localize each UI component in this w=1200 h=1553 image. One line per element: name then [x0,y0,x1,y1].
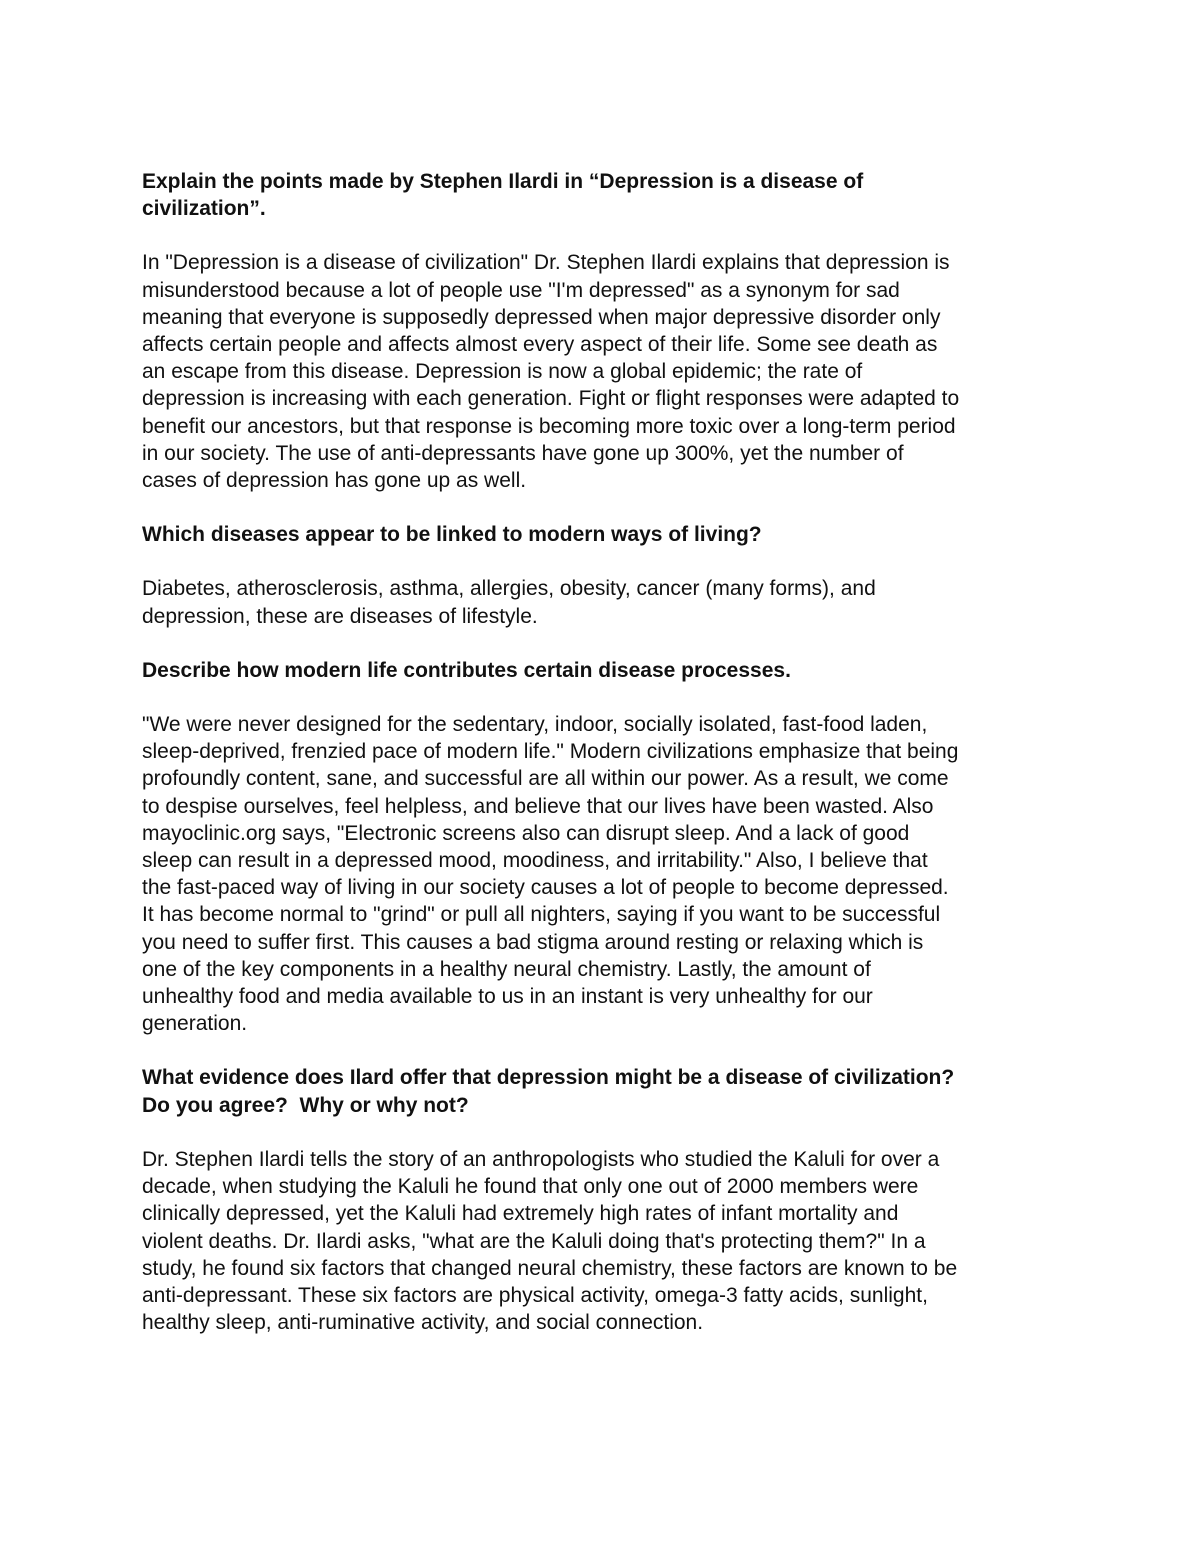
answer-line: Diabetes, atherosclerosis, asthma, allergies, obesity, cancer (many forms), and [142,577,876,601]
answer-line: violent deaths. Dr. Ilardi asks, "what are the Kaluli doing that's protecting them?" In a [142,1229,926,1253]
answer-line: In "Depression is a disease of civilization" Dr. Stephen Ilardi explains that depression is [142,251,950,275]
answer-4 [142,1146,1072,1336]
answer-line: mayoclinic.org says, "Electronic screens also can disrupt sleep. And a lack of good [142,821,910,845]
answer-line: an escape from this disease. Depression is now a global epidemic; the rate of [142,360,863,384]
question-1 [142,168,1072,222]
answer-line: sleep-deprived, frenzied pace of modern life." Modern civilizations emphasize that being [142,740,959,764]
answer-line: depression is increasing with each generation. Fight or flight responses were adapted to [142,387,960,411]
answer-line: unhealthy food and media available to us in an instant is very unhealthy for our [142,985,873,1009]
answer-line: "We were never designed for the sedentary, indoor, socially isolated, fast-food laden, [142,713,928,737]
question-line: What evidence does Ilard offer that depression might be a disease of civilization? [142,1066,955,1090]
answer-line: cases of depression has gone up as well. [142,469,527,493]
document-body [142,168,1072,1363]
question-2 [142,521,1072,548]
answer-line: study, he found six factors that changed neural chemistry, these factors are known to be [142,1256,958,1280]
answer-line: anti-depressant. These six factors are physical activity, omega-3 fatty acids, sunlight, [142,1283,928,1307]
answer-1 [142,249,1072,494]
answer-line: sleep can result in a depressed mood, moodiness, and irritability." Also, I believe that [142,849,928,873]
answer-line: in our society. The use of anti-depressants have gone up 300%, yet the number of [142,441,904,465]
answer-line: misunderstood because a lot of people use "I'm depressed" as a synonym for sad [142,278,900,302]
answer-line: affects certain people and affects almost every aspect of their life. Some see death as [142,333,938,357]
answer-3 [142,711,1072,1037]
answer-line: the fast-paced way of living in our society causes a lot of people to become depressed. [142,876,949,900]
answer-line: healthy sleep, anti-ruminative activity, and social connection. [142,1311,704,1335]
answer-line: generation. [142,1012,248,1036]
question-4 [142,1064,1072,1118]
question-line: Explain the points made by Stephen Ilardi in “Depression is a disease of [142,170,864,193]
question-line: Which diseases appear to be linked to modern ways of living? [142,523,762,547]
answer-line: profoundly content, sane, and successful are all within our power. As a result, we come [142,767,949,791]
question-line: civilization”. [142,197,266,221]
answer-line: decade, when studying the Kaluli he found that only one out of 2000 members were [142,1175,919,1199]
answer-line: Dr. Stephen Ilardi tells the story of an anthropologists who studied the Kaluli for over a [142,1147,940,1171]
question-3 [142,657,1072,684]
answer-line: to despise ourselves, feel helpless, and believe that our lives have been wasted. Also [142,794,934,818]
answer-line: you need to suffer first. This causes a bad stigma around resting or relaxing which is [142,930,924,954]
answer-2 [142,575,1072,629]
answer-line: clinically depressed, yet the Kaluli had extremely high rates of infant mortality and [142,1202,899,1226]
answer-line: It has become normal to "grind" or pull all nighters, saying if you want to be successful [142,903,941,927]
answer-line: depression, these are diseases of lifestyle. [142,604,538,628]
answer-line: meaning that everyone is supposedly depressed when major depressive disorder only [142,305,941,329]
question-line: Describe how modern life contributes certain disease processes. [142,658,791,682]
answer-line: benefit our ancestors, but that response is becoming more toxic over a long-term period [142,414,956,438]
question-line: Do you agree? Why or why not? [142,1093,469,1117]
answer-line: one of the key components in a healthy neural chemistry. Lastly, the amount of [142,957,871,981]
